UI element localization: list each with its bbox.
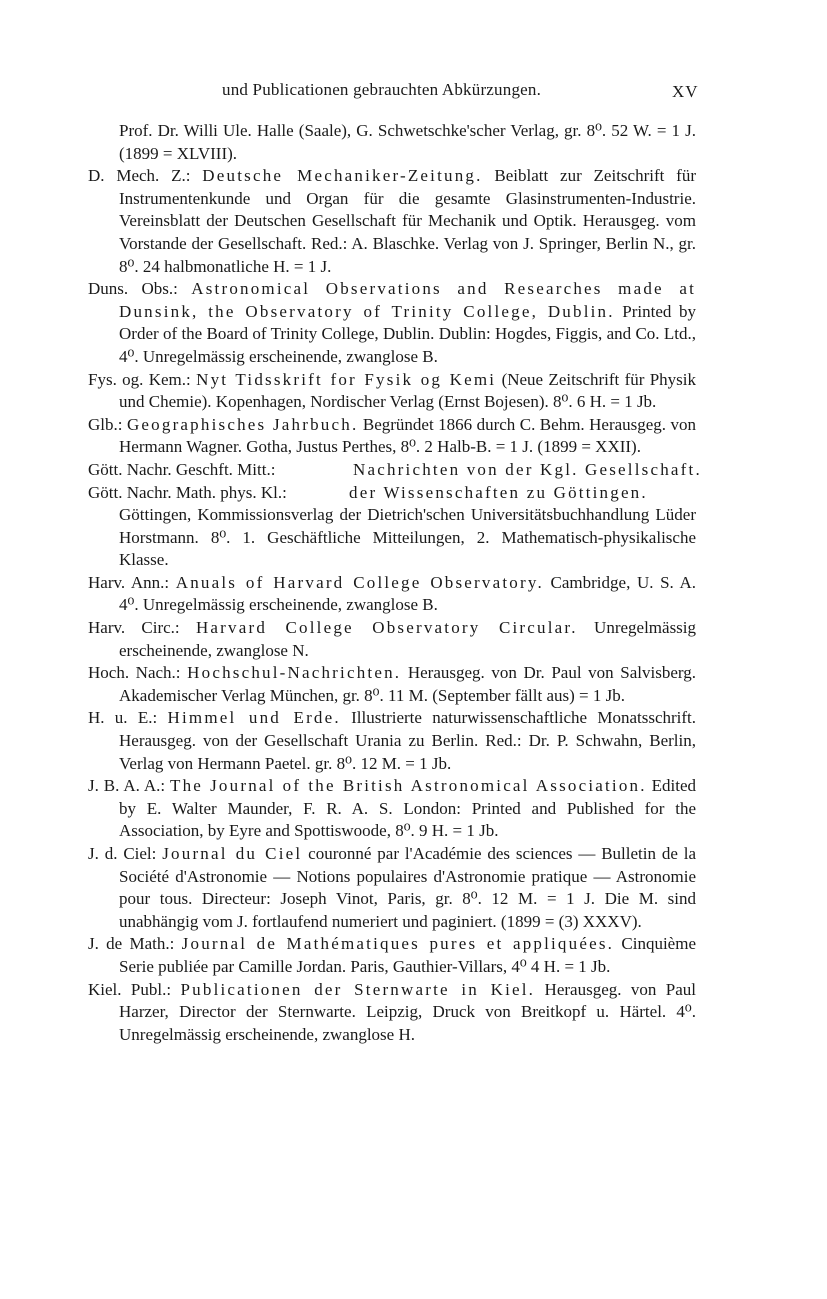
entry-abbreviation: Fys. og. Kem.:: [88, 369, 191, 389]
entry-title: Himmel und Erde.: [167, 708, 341, 728]
entry-abbreviation: Hoch. Nach.:: [88, 663, 181, 683]
entry-harv-ann: [88, 572, 696, 617]
entry-abbreviation: Duns. Obs.:: [88, 279, 178, 299]
entry-text: Unregelmässig erscheinende, zwanglose N.: [119, 618, 697, 660]
entry-text: Göttingen, Kommissionsverlag der Dietrich'schen Universitätsbuchhandlung Lüder Horstmann. 8⁰. 1. Geschäftliche Mitteilungen, 2. Mathematisch-physikalische Klasse.: [119, 505, 696, 570]
entry-j-d-ciel: [88, 843, 696, 933]
entry-gott-nachr: [88, 459, 702, 572]
entry-text: Cambridge, U. S. A. 4⁰. Unregelmässig erscheinende, zwanglose B.: [119, 572, 697, 615]
entry-title: Deutsche Mechaniker-Zeitung.: [202, 166, 483, 186]
entry-abbreviation: Kiel. Publ.:: [88, 979, 172, 999]
entry-title: Journal du Ciel: [162, 844, 303, 863]
entry-title: Publicationen der Sternwarte in Kiel.: [180, 979, 536, 999]
entry-text: Illustrierte naturwissenschaftliche Monatsschrift. Herausgeg. von der Gesellschaft Urania zu Berlin. Red.: Dr. P. Schwahn, Berlin, Verlag von Hermann Paetel. gr. 8⁰. 12 M. = 1 Jb.: [119, 708, 697, 773]
entry-continuation: [88, 120, 696, 165]
entry-text: (Neue Zeitschrift für Physik und Chemie). Kopenhagen, Nordischer Verlag (Ernst Bojesen). 8⁰. 6 H. = 1 Jb.: [119, 369, 697, 412]
entry-text: Prof. Dr. Willi Ule. Halle (Saale), G. Schwetschke'scher Verlag, gr. 8⁰. 52 W. = 1 J. (1899 = XLVIII).: [119, 121, 696, 163]
entry-abbreviation: J. d. Ciel:: [88, 844, 157, 863]
entry-title: Hochschul-Nachrichten.: [187, 663, 402, 683]
entry-text: Begründet 1866 durch C. Behm. Herausgeg. von Hermann Wagner. Gotha, Justus Perthes, 8⁰. 2 Halb-B. = 1 J. (1899 = XXII).: [119, 414, 697, 457]
entry-harv-circ: [88, 617, 696, 662]
entry-title: der Wissenschaften zu Göttingen.: [349, 482, 648, 502]
entry-abbreviation: J. de Math.:: [88, 934, 175, 954]
entry-glb: [88, 414, 696, 459]
abbreviation-list: [88, 120, 702, 1046]
entry-title: Nyt Tidsskrift for Fysik og Kemi: [196, 369, 497, 389]
entry-title: Journal de Mathématiques pures et appliquées.: [181, 934, 615, 954]
entry-text: Edited by E. Walter Maunder, F. R. A. S. London: Printed and Published for the Association, by Eyre and Spottiswoode, 8⁰. 9 H. = 1 Jb.: [119, 776, 696, 841]
entry-title: The Journal of the British Astronomical Association.: [169, 776, 647, 796]
entry-text: couronné par l'Académie des sciences — Bulletin de la Société d'Astronomie — Notions populaires d'Astronomie pratique — Astronomie pour tous. Directeur: Joseph Vinot, Paris, gr. 8⁰. 12 M. = 1 J. Die M. sind unabhängig vom J. fortlaufend numeriert und paginiert. (1899 = (3) XXXV).: [119, 844, 697, 931]
entry-kiel-publ: [88, 979, 696, 1047]
entry-abbreviation: Harv. Ann.:: [88, 572, 170, 592]
entry-abbreviation: Harv. Circ.:: [88, 618, 180, 638]
entry-text: Printed by Order of the Board of Trinity College, Dublin. Dublin: Hogdes, Figgis, and Co. Ltd., 4⁰. Unregelmässig erscheinende, zwanglose B.: [119, 301, 696, 366]
entry-title: Harvard College Observatory Circular.: [195, 618, 578, 638]
entry-h-u-e: [88, 707, 696, 775]
header-title: und Publicationen gebrauchten Abkürzungen.: [222, 80, 542, 99]
entry-fys-og-kem: [88, 369, 696, 414]
entry-abbreviation: Gött. Nachr. Math. phys. Kl.:: [88, 482, 287, 502]
entry-text: Herausgeg. von Dr. Paul von Salvisberg. Akademischer Verlag München, gr. 8⁰. 11 M. (September fällt aus) = 1 Jb.: [119, 663, 697, 705]
running-header: [0, 80, 827, 108]
entry-text: Herausgeg. von Paul Harzer, Director der Sternwarte. Leipzig, Druck von Breitkopf u. Härtel. 4⁰. Unregelmässig erscheinende, zwanglose H.: [119, 979, 697, 1044]
entry-title: Anuals of Harvard College Observatory.: [175, 572, 544, 592]
entry-title: Geographisches Jahrbuch.: [126, 414, 359, 434]
entry-abbreviation: Glb.:: [88, 414, 123, 434]
entry-abbreviation: Gött. Nachr. Geschft. Mitt.:: [88, 459, 276, 479]
entry-title: Nachrichten von der Kgl. Gesellschaft.: [353, 459, 702, 479]
entry-duns-obs: [88, 278, 696, 368]
entry-text: Beiblatt zur Zeitschrift für Instrumentenkunde und Organ für die gesamte Glasinstrumenten-Industrie. Vereinsblatt der Deutschen Gesellschaft für Mechanik und Optik. Herausgeg. vom Vorstande der Gesellschaft. Red.: A. Blaschke. Verlag von J. Springer, Berlin N., gr. 8⁰. 24 halbmonatliche H. = 1 J.: [119, 166, 696, 276]
entry-j-b-a-a: [88, 775, 696, 843]
entry-d-mech-z: [88, 165, 696, 278]
entry-abbreviation: H. u. E.:: [88, 708, 158, 728]
entry-title: Astronomical Observations and Researches made at Dunsink, the Observatory of Trinity College, Dublin.: [119, 279, 696, 321]
entry-j-de-math: [88, 933, 696, 978]
page-number: XV: [672, 82, 699, 101]
entry-text: Cinquième Serie publiée par Camille Jordan. Paris, Gauthier-Villars, 4⁰ 4 H. = 1 Jb.: [119, 934, 696, 976]
entry-hoch-nach: [88, 662, 696, 707]
entry-abbreviation: D. Mech. Z.:: [88, 166, 191, 186]
entry-abbreviation: J. B. A. A.:: [88, 776, 166, 796]
